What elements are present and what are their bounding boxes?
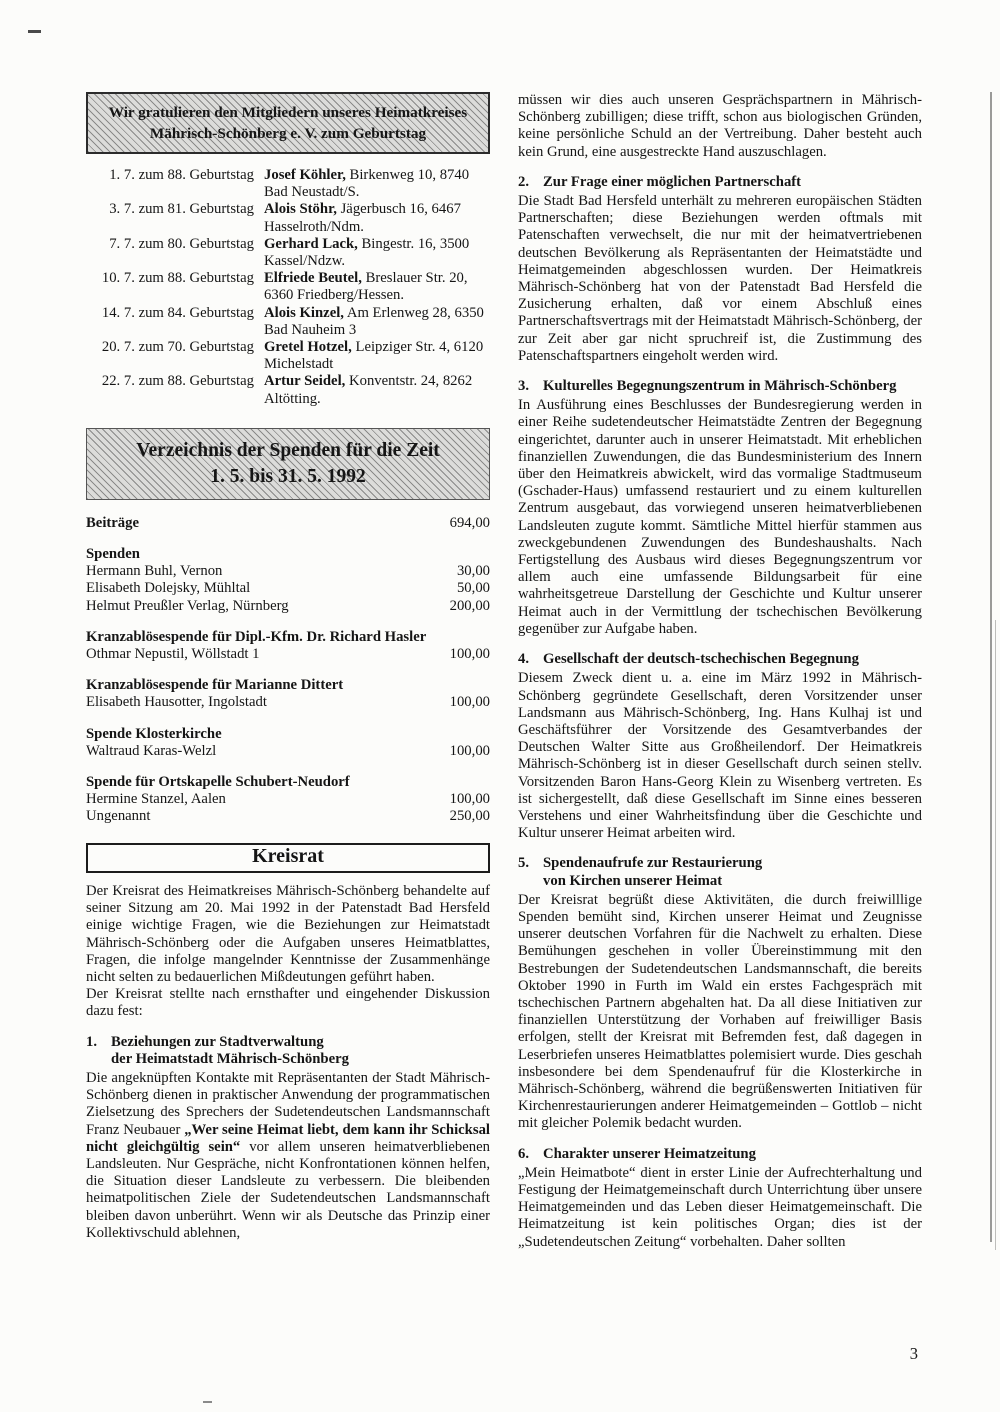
section-number: 1. [86, 1033, 98, 1050]
birthday-entry [86, 305, 490, 339]
donation-group-title: Spenden [86, 546, 140, 563]
birthday-header-line1: Wir gratulieren den Mitgliedern unseres Heimatkreises [108, 104, 468, 121]
section-3 [518, 378, 922, 638]
birthday-person [264, 201, 490, 235]
section-1-body-pre: Die angeknüpften Kontakte mit Repräsentanten der Stadt Mährisch-Schönberg dienen in praktischer Anwendung der programmatischen Zielsetzung des Sprechers der Sudetendeutschen Landsmannschaft Franz Neubauer [86, 1069, 490, 1138]
birthday-person [264, 270, 490, 304]
donation-group-title: Spende für Ortskapelle Schubert-Neudorf [86, 774, 350, 791]
birthday-person [264, 339, 490, 373]
birthday-name: Artur Seidel, [264, 373, 346, 390]
section-3-body: In Ausführung eines Beschlusses der Bundesregierung werden in einer Reihe sudetendeutscher Heimatstädte Zentren der Begegnung eingerichtet, darunter auch in unserer Heimatstadt. Mit erheblichen finanziellen Zuwendungen, die das Bundesministerium des Innern über den Heimatkreis abwickelt, wird das vormalige Stadtmuseum (Gschader-Haus) umfassend restauriert und zu einem kulturellen Zentrum ausgebaut, das vorwiegend unseren heimatverbliebenen Landsleuten zugute kommt. Sämtliche Mittel hierfür stammen aus zweckgebundenen Zuwendungen des Bundeshaushalts. Nach Fertigstellung des Ausbaus wird dieses Begegnungszentrum vor allem auch eine umfassende Bildungsarbeit für eine wahrheitsgetreue Darstellung der Geschichte und Kultur unserer Heimat auch in der Vermittlung der tschechischen Bevölkerung gegenüber zur Aufgabe haben. [518, 397, 922, 637]
section-4-body: Diesem Zweck dient u. a. eine im März 1992 in Mährisch-Schönberg gegründete Gesellschaft, deren Vorsitzender unser Landsmann aus Mährisch-Schönberg, Ing. Hans Kulhaj ist und Geschäftsführer der Vorsitzende des Gesamtverbandes der Deutschen Walter Sitte aus Großheilendorf. Der Heimatkreis Mährisch-Schönberg ist in dieser Gesellschaft durch seinen stellv. Vorsitzenden Baron Hans-Georg Klein zu Wisenberg vertreten. Es ist sichergestellt, daß diese Gesellschaft im Sinne eines besseren Verstehens und einer Wahrheitsfindung über die Geschichte und Kultur unserer Heimat arbeiten wird. [518, 670, 922, 842]
section-number: 3. [518, 378, 530, 395]
donor-name: Helmut Preußler Verlag, Nürnberg [86, 597, 289, 614]
donor-name: Othmar Nepustil, Wöllstadt 1 [86, 646, 260, 663]
birthday-name: Josef Köhler, [264, 167, 346, 183]
section-title: Spendenaufrufe zur Restaurierung von Kirchen unserer Heimat [543, 855, 763, 889]
donation-amount: 100,00 [449, 791, 490, 808]
donor-name: Hermine Stanzel, Aalen [86, 791, 226, 808]
donation-amount: 30,00 [456, 563, 490, 580]
birthday-address: Jägerbusch 16, 6467 Hasselroth/Ndm. [264, 201, 461, 235]
section-title: Kulturelles Begegnungszentrum in Mährisch-Schönberg [543, 378, 897, 395]
birthday-name: Gerhard Lack, [264, 235, 358, 252]
section-title: Zur Frage einer möglichen Partnerschaft [543, 173, 802, 190]
birthday-header-box [86, 92, 490, 154]
birthday-person [264, 236, 490, 270]
birthday-entry [86, 167, 490, 201]
donation-group-title: Kranzablösespende für Dipl.-Kfm. Dr. Richard Hasler [86, 628, 427, 645]
donation-amount: 100,00 [449, 646, 490, 663]
section-6 [518, 1146, 922, 1251]
two-column-layout [86, 92, 922, 1251]
birthday-address: Konventstr. 24, 8262 Altötting. [264, 373, 473, 407]
donor-name: Elisabeth Dolejsky, Mühltal [86, 580, 251, 597]
birthday-entry [86, 236, 490, 270]
birthday-date: 3. 7. zum 81. Geburtstag [109, 201, 254, 218]
section-3-heading [518, 378, 922, 395]
section-1-body-quote: „Wer seine Heimat liebt, dem kann ihr Schicksal nicht gleichgültig sein“ [86, 1121, 490, 1155]
birthday-date: 14. 7. zum 84. Geburtstag [101, 304, 254, 321]
scan-artifact-right-edge-2 [995, 620, 996, 1250]
section-number: 5. [518, 855, 530, 872]
section-title: Gesellschaft der deutsch-tschechischen Begegnung [543, 651, 859, 668]
donation-label: Beiträge [86, 514, 140, 531]
section-4-heading [518, 651, 922, 668]
donation-group-kranz-dittert [86, 677, 490, 711]
donor-name: Ungenannt [86, 808, 151, 825]
section-number: 4. [518, 651, 530, 668]
donation-row [86, 791, 490, 808]
donation-group-title: Kranzablösespende für Marianne Dittert [86, 677, 344, 694]
section-2-body: Die Stadt Bad Hersfeld unterhält zu mehreren europäischen Städten Partnerschaften; diese Beziehungen werden oftmals mit Patenschaften verwechselt, die nur mit der heimatvertriebenen deutschen Bevölkerung als Repräsentanten der Heimatstädte und Heimatgemeinden abgeschlossen wurden. Der Heimatkreis Mährisch-Schönberg hat von der Patenstadt Bad Hersfeld die Zusicherung erhalten, daß vor einem Abschluß eines Partnerschaftsvertrags mit der Heimatstadt Mährisch-Schönberg, der zur Zeit aber gar nicht spruchreif ist, die Zustimmung des Patenschaftspartners eingeholt werden wird. [518, 193, 922, 364]
section-1-body [86, 1070, 490, 1242]
donation-group-kranz-hasler [86, 629, 490, 663]
scan-artifact-right-edge [990, 92, 992, 1242]
donation-group-spenden [86, 546, 490, 615]
birthday-person [264, 167, 490, 201]
birthday-date: 10. 7. zum 88. Geburtstag [101, 270, 254, 287]
scan-artifact-bottom-left [203, 1401, 212, 1403]
donation-amount: 250,00 [449, 808, 490, 825]
donor-name: Elisabeth Hausotter, Ingolstadt [86, 694, 267, 711]
birthday-date: 20. 7. zum 70. Geburtstag [101, 339, 254, 356]
donation-amount: 100,00 [449, 694, 490, 711]
birthday-list [86, 167, 490, 408]
section-1-heading [86, 1034, 490, 1068]
kreisrat-header-box [86, 843, 490, 873]
donation-row [86, 743, 490, 760]
birthday-name: Alois Stöhr, [264, 201, 337, 218]
page-number: 3 [909, 1344, 918, 1363]
donation-row [86, 598, 490, 615]
donation-amount: 100,00 [449, 742, 490, 759]
birthday-date: 22. 7. zum 88. Geburtstag [101, 373, 254, 390]
birthday-header-line2: Mährisch-Schönberg e. V. zum Geburtstag [149, 125, 427, 142]
birthday-entry [86, 270, 490, 304]
section-2 [518, 174, 922, 365]
birthday-address: Leipziger Str. 4, 6120 Michelstadt [264, 339, 484, 373]
donation-row [86, 646, 490, 663]
left-column [86, 92, 490, 1251]
birthday-address: Birkenweg 10, 8740 Bad Neustadt/S. [264, 167, 470, 201]
donation-amount: 200,00 [449, 597, 490, 614]
section-number: 6. [518, 1145, 530, 1162]
kreisrat-paragraph-1: Der Kreisrat des Heimatkreises Mährisch-Schönberg behandelte auf seiner Sitzung am 20. Mai 1992 in der Patenstadt Bad Hersfeld einige wichtige Fragen, wie die Beziehungen zur Heimatstadt Mährisch-Schönberg oder die Aufgaben unseres Heimatblattes, Fragen, die infolge mangelnder Kenntnisse der Zusammenhänge nicht selten zu bedauerlichen Mißdeutungen geführt haben. [86, 882, 490, 985]
birthday-entry [86, 373, 490, 407]
birthday-entry [86, 201, 490, 235]
section-5-body: Der Kreisrat begrüßt diese Aktivitäten, die durch freiwilllige Spenden bemüht sind, Kirchen unserer Heimat und Zeugnisse unserer deutschen Vorfahren für die Nachwelt zu erhalten. Diese Bemühungen geschehen in voller Übereinstimmung mit den Bestrebungen der Sudetendeutschen Landsmannschaft, die bereits Oktober 1990 in Furth im Wald ein erstes Fachgespräch mit tschechischen Partnern abgehalten hat. Da all diese Initiativen zur finanziellen Unterstützung der Vorhaben auf freiwilliger Basis erfolgen, stellt der Kreisrat mit Befremden fest, daß dagegen in Leserbriefen unseres Heimatblattes polemisiert wurde. Dies geschah insbesondere bei dem Spendenaufruf für die Klosterkirche in Mährisch-Schönberg, während die begrüßenswerten Initiativen für Kirchenrestaurierungen anderer Heimatgemeinden – Gottlob – nicht mit gleicher Polemik bedacht wurden. [518, 891, 922, 1132]
section-4 [518, 651, 922, 842]
birthday-address: Breslauer Str. 20, 6360 Friedberg/Hessen. [264, 270, 468, 304]
section-number: 2. [518, 173, 530, 190]
section-1-body-post: vor allem unseren heimatverbliebenen Landsleuten. Nur Gespräche, nicht Konfrontationen können helfen, die Situation dieser Landsleute zu verbessern. Die bleibenden heimatpolitischen Ziele der Sudetendeutschen Landsmannschaft bleiben davon unberührt. Wenn wir als Deutsche das Prinzip einer Kollektivschuld ablehnen, [86, 1138, 490, 1241]
birthday-person [264, 305, 490, 339]
section-2-heading [518, 174, 922, 191]
donation-group-klosterkirche [86, 726, 490, 760]
right-column [518, 92, 922, 1251]
birthday-address: Am Erlenweg 28, 6350 Bad Nauheim 3 [264, 304, 484, 338]
birthday-person [264, 373, 490, 407]
birthday-entry [86, 339, 490, 373]
donations-header-box [86, 428, 490, 500]
donations-header-line1: Verzeichnis der Spenden für die Zeit [136, 439, 440, 461]
donation-row [86, 694, 490, 711]
donation-amount: 694,00 [449, 514, 490, 531]
continued-paragraph: müssen wir dies auch unseren Gesprächspartnern in Mährisch-Schönberg zubilligen; diese trifft, schon aus biologischen Gründen, keine persönliche Schuld an der Vertreibung. Daher besteht auch kein Grund, eine ausgestreckte Hand auszuschlagen. [518, 92, 922, 160]
donation-group-title: Spende Klosterkirche [86, 725, 222, 742]
section-1 [86, 1034, 490, 1242]
birthday-name: Elfriede Beutel, [264, 270, 362, 287]
donations-header-line2: 1. 5. bis 31. 5. 1992 [210, 465, 366, 487]
section-5-heading [518, 855, 922, 889]
kreisrat-paragraph-2: Der Kreisrat stellte nach ernsthafter und eingehender Diskussion dazu fest: [86, 986, 490, 1020]
scan-artifact-top-left [28, 30, 41, 33]
section-5 [518, 855, 922, 1132]
section-title: Beziehungen zur Stadtverwaltung der Heimatstadt Mährisch-Schönberg [111, 1033, 349, 1067]
donation-row [86, 563, 490, 580]
donations-list [86, 515, 490, 826]
donation-row [86, 808, 490, 825]
section-6-body: „Mein Heimatbote“ dient in erster Linie der Aufrechterhaltung und Festigung der Heimatgemeinschaft durch Unterrichtung über unsere Heimatgemeinden und das Leben dieser Heimatgemeinschaft. Die Heimatzeitung ist kein politisches Organ; dies ist der „Sudetendeutschen Zeitung“ vorbehalten. Daher sollten [518, 1164, 922, 1250]
donation-row [86, 580, 490, 597]
donation-group-ortskapelle [86, 774, 490, 826]
donation-row-beitraege [86, 515, 490, 532]
kreisrat-title: Kreisrat [252, 844, 324, 867]
section-6-heading [518, 1146, 922, 1163]
birthday-name: Gretel Hotzel, [264, 339, 352, 356]
section-title: Charakter unserer Heimatzeitung [543, 1145, 756, 1162]
birthday-address: Bingestr. 16, 3500 Kassel/Ndzw. [264, 235, 470, 270]
birthday-name: Alois Kinzel, [264, 304, 344, 321]
donor-name: Hermann Buhl, Vernon [86, 563, 223, 580]
donor-name: Waltraud Karas-Welzl [86, 742, 217, 759]
birthday-date: 1. 7. zum 88. Geburtstag [109, 167, 254, 183]
donation-amount: 50,00 [456, 580, 490, 597]
birthday-date: 7. 7. zum 80. Geburtstag [109, 235, 254, 252]
